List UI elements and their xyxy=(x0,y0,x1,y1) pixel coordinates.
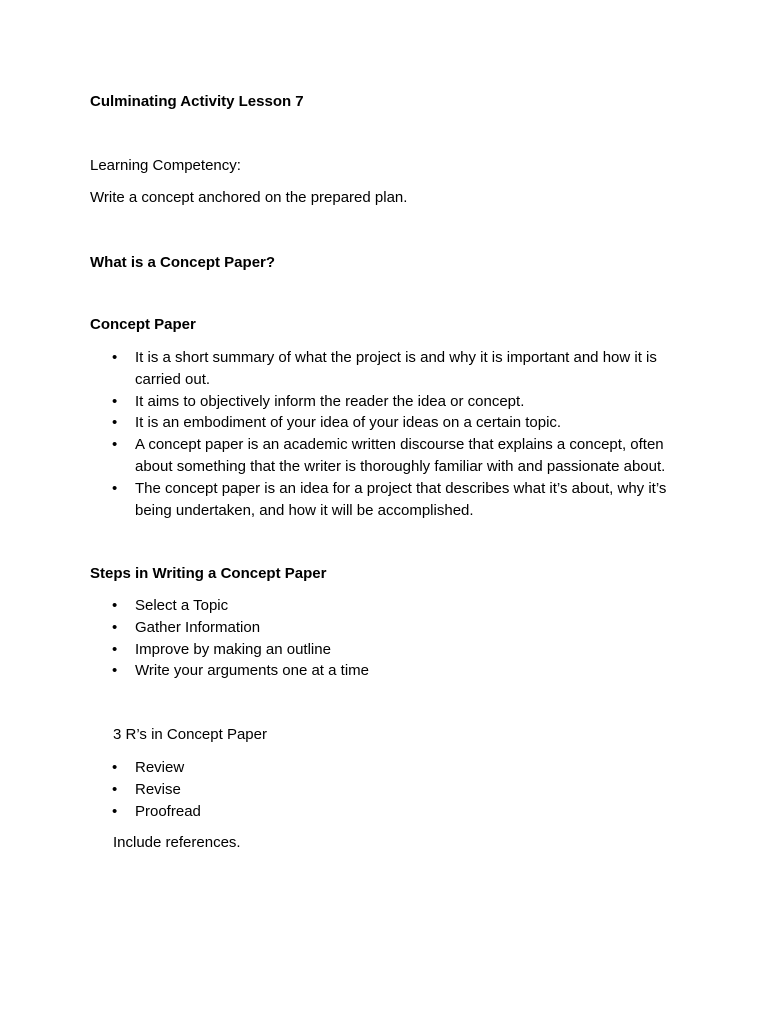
document-title: Culminating Activity Lesson 7 xyxy=(90,93,304,110)
list-item: • Review xyxy=(90,757,680,779)
list-item: • Gather Information xyxy=(90,617,680,639)
bullet-icon: • xyxy=(112,349,118,366)
bullet-icon: • xyxy=(112,414,118,432)
question-heading: What is a Concept Paper? xyxy=(90,254,276,271)
bullet-icon: • xyxy=(112,802,118,820)
bullet-icon: • xyxy=(112,436,118,454)
bullet-icon: • xyxy=(112,479,118,497)
bullet-icon: • xyxy=(112,597,118,614)
rs-list xyxy=(90,757,680,822)
bullet-icon: • xyxy=(112,640,118,658)
steps-heading: Steps in Writing a Concept Paper xyxy=(90,565,327,582)
list-item: • It is an embodiment of your idea of your ideas on a certain topic. xyxy=(90,412,680,434)
list-item: • Proofread xyxy=(90,801,680,823)
bullet-icon: • xyxy=(112,618,118,636)
list-item: • Revise xyxy=(90,779,680,801)
bullet-icon: • xyxy=(112,662,118,680)
list-item: • Select a Topic xyxy=(90,595,680,617)
bullet-icon: • xyxy=(112,780,118,798)
bullet-icon: • xyxy=(112,392,118,410)
steps-list xyxy=(90,595,680,682)
rs-heading: 3 R’s in Concept Paper xyxy=(113,726,267,743)
bullet-icon: • xyxy=(112,759,118,776)
concept-list xyxy=(90,347,680,521)
list-item: • It is a short summary of what the project is and why it is important and how it is carried out. xyxy=(112,349,657,388)
list-item: • A concept paper is an academic written discourse that explains a concept, often about something that the writer is thoroughly familiar with and passionate about. xyxy=(112,436,666,475)
concept-heading: Concept Paper xyxy=(90,316,196,333)
list-item: • Write your arguments one at a time xyxy=(90,660,680,682)
list-item: • Improve by making an outline xyxy=(90,639,680,661)
list-item: • The concept paper is an idea for a project that describes what it’s about, why it’s being undertaken, and how it will be accomplished. xyxy=(112,479,667,519)
list-item: • It aims to objectively inform the reader the idea or concept. xyxy=(90,391,680,413)
competency-text: Write a concept anchored on the prepared plan. xyxy=(90,189,408,206)
competency-label: Learning Competency: xyxy=(90,157,241,174)
closing-text: Include references. xyxy=(113,834,241,851)
